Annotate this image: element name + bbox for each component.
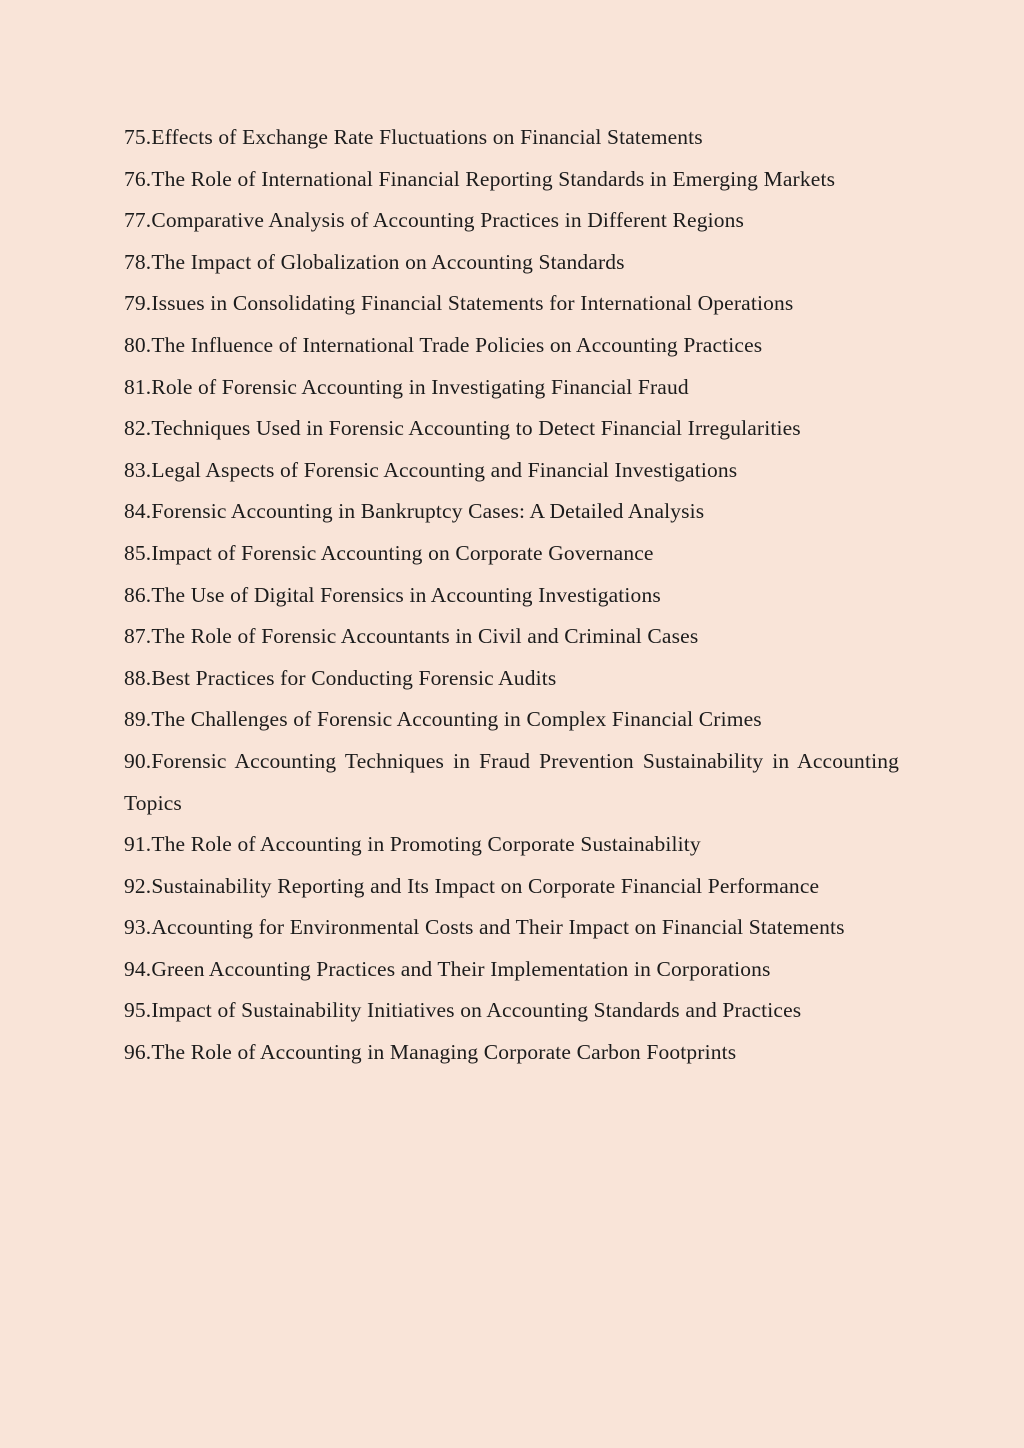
document-page xyxy=(124,117,899,1074)
topic-item-79: 79.Issues in Consolidating Financial Statements for International Operations xyxy=(124,291,794,316)
topic-item-76: 76.The Role of International Financial Reporting Standards in Emerging Markets xyxy=(124,166,836,191)
topic-item-81: 81.Role of Forensic Accounting in Investigating Financial Fraud xyxy=(124,374,689,399)
topic-item-95: 95.Impact of Sustainability Initiatives on Accounting Standards and Practices xyxy=(124,998,802,1023)
topic-item-91: 91.The Role of Accounting in Promoting Corporate Sustainability xyxy=(124,832,701,857)
topic-item-90: 90.Forensic Accounting Techniques in Fraud Prevention Sustainability in Accounting Topics xyxy=(124,748,899,815)
topic-item-77: 77.Comparative Analysis of Accounting Practices in Different Regions xyxy=(124,208,745,233)
topic-item-75: 75.Effects of Exchange Rate Fluctuations on Financial Statements xyxy=(124,125,703,149)
topic-item-94: 94.Green Accounting Practices and Their Implementation in Corporations xyxy=(124,956,771,981)
topic-item-85: 85.Impact of Forensic Accounting on Corporate Governance xyxy=(124,540,654,565)
topic-item-93: 93.Accounting for Environmental Costs and Their Impact on Financial Statements xyxy=(124,915,845,940)
topic-item-78: 78.The Impact of Globalization on Accounting Standards xyxy=(124,249,625,274)
topic-item-92: 92.Sustainability Reporting and Its Impact on Corporate Financial Performance xyxy=(124,873,820,898)
topic-item-86: 86.The Use of Digital Forensics in Accounting Investigations xyxy=(124,582,661,607)
topic-item-82: 82.Techniques Used in Forensic Accounting to Detect Financial Irregularities xyxy=(124,416,801,441)
topic-item-88: 88.Best Practices for Conducting Forensic Audits xyxy=(124,665,557,690)
topic-item-83: 83.Legal Aspects of Forensic Accounting and Financial Investigations xyxy=(124,457,738,482)
topic-item-80: 80.The Influence of International Trade Policies on Accounting Practices xyxy=(124,332,763,357)
topic-item-84: 84.Forensic Accounting in Bankruptcy Cases: A Detailed Analysis xyxy=(124,499,705,524)
topic-list xyxy=(124,117,899,1074)
topic-item-89: 89.The Challenges of Forensic Accounting in Complex Financial Crimes xyxy=(124,707,762,732)
topic-item-87: 87.The Role of Forensic Accountants in Civil and Criminal Cases xyxy=(124,624,699,649)
topic-item-96: 96.The Role of Accounting in Managing Corporate Carbon Footprints xyxy=(124,1040,737,1065)
